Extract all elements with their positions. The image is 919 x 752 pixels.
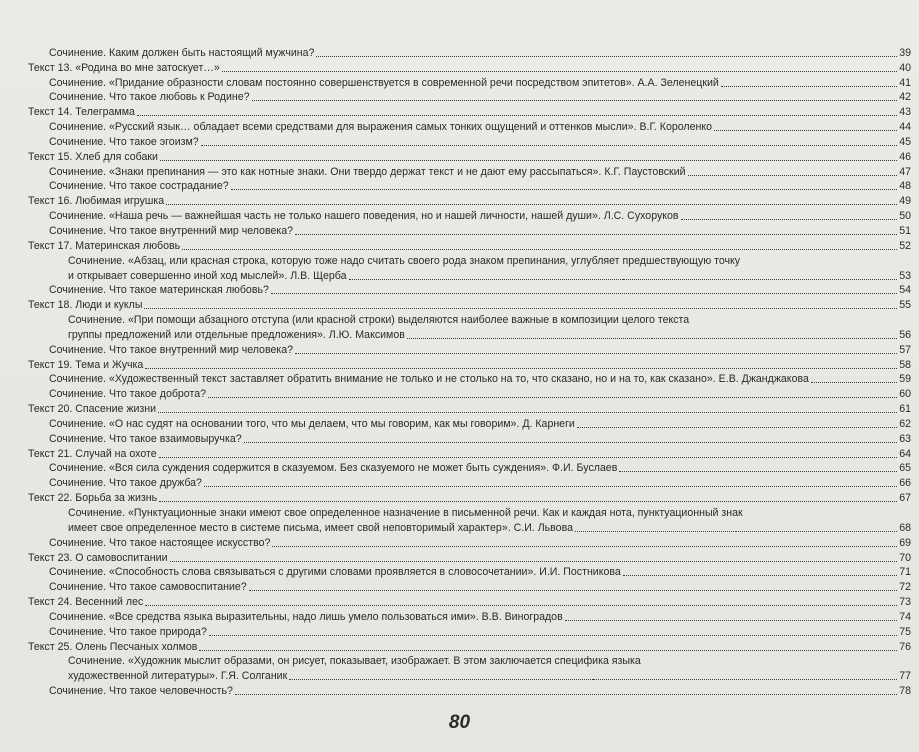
- toc-essay-entry: [0, 578, 919, 593]
- dot-leader: [166, 204, 897, 205]
- entry-page-number: 47: [899, 165, 911, 178]
- entry-title: Сочинение. «Русский язык… обладает всеми средствами для выражения самых тонких ощущений и оттенков мысли». В.Г. Короленко: [49, 121, 712, 134]
- entry-page-number: 73: [899, 596, 911, 609]
- toc-text-entry: [0, 489, 919, 504]
- toc-essay-entry: [0, 608, 919, 623]
- table-of-contents: [0, 44, 919, 697]
- toc-text-entry: [0, 356, 919, 371]
- toc-text-entry: [0, 148, 919, 163]
- toc-text-entry: [0, 400, 919, 415]
- dot-leader: [244, 442, 897, 443]
- dot-leader: [623, 575, 897, 576]
- toc-essay-entry: [0, 267, 919, 282]
- entry-title: Сочинение. Что такое настоящее искусство?: [49, 536, 271, 549]
- toc-text-entry: [0, 59, 919, 74]
- dot-leader: [714, 130, 897, 131]
- dot-leader: [145, 605, 897, 606]
- toc-essay-entry: [0, 564, 919, 579]
- toc-text-entry: [0, 593, 919, 608]
- dot-leader: [144, 308, 897, 309]
- entry-title: Сочинение. «Знаки препинания — это как нотные знаки. Они твердо держат текст и не дают ему рассыпаться». К.Г. Паустовский: [49, 165, 686, 178]
- toc-text-entry: [0, 296, 919, 311]
- entry-title: Сочинение. Что такое сострадание?: [49, 180, 229, 193]
- entry-page-number: 69: [899, 536, 911, 549]
- entry-page-number: 53: [899, 269, 911, 282]
- dot-leader: [271, 293, 897, 294]
- entry-page-number: 68: [899, 521, 911, 534]
- toc-essay-entry: [0, 474, 919, 489]
- entry-page-number: 71: [899, 566, 911, 579]
- dot-leader: [160, 160, 897, 161]
- toc-essay-entry: [0, 653, 919, 668]
- toc-essay-entry: [0, 44, 919, 59]
- entry-page-number: 57: [899, 343, 911, 356]
- toc-text-entry: [0, 549, 919, 564]
- entry-title: Сочинение. «При помощи абзацного отступа (или красной строки) выделяются наиболее важные в композиции целого текста: [68, 314, 690, 327]
- entry-title: Сочинение. Что такое материнская любовь?: [49, 284, 269, 297]
- entry-page-number: 66: [899, 477, 911, 490]
- dot-leader: [688, 175, 897, 176]
- entry-page-number: 77: [899, 670, 911, 683]
- toc-essay-entry: [0, 667, 919, 682]
- toc-essay-entry: [0, 534, 919, 549]
- entry-page-number: 63: [899, 432, 911, 445]
- entry-title: Сочинение. «О нас судят на основании того, что мы делаем, что мы говорим, как мы говорим». Д. Карнеги: [49, 417, 575, 430]
- dot-leader: [145, 368, 897, 369]
- dot-leader: [182, 249, 897, 250]
- entry-title: Сочинение. Что такое внутренний мир человека?: [49, 343, 293, 356]
- dot-leader: [565, 620, 897, 621]
- dot-leader: [249, 590, 897, 591]
- entry-title: Сочинение. «Все средства языка выразительны, надо лишь умело пользоваться ими». В.В. Виноградов: [49, 610, 563, 623]
- entry-title: Сочинение. Что такое человечность?: [49, 685, 233, 698]
- toc-essay-entry: [0, 460, 919, 475]
- toc-essay-entry: [0, 89, 919, 104]
- dot-leader: [349, 279, 623, 280]
- entry-page-number: 51: [899, 224, 911, 237]
- entry-page-number: 72: [899, 581, 911, 594]
- entry-title: имеет свое определенное место в системе письма, имеет свой неповторимый характер». С.И. Львова: [68, 521, 573, 534]
- toc-essay-entry: [0, 371, 919, 386]
- entry-title: Текст 15. Хлеб для собаки: [28, 150, 158, 163]
- entry-title: Сочинение. Что такое природа?: [49, 625, 207, 638]
- entry-title: Сочинение. Что такое самовоспитание?: [49, 581, 247, 594]
- entry-title: Сочинение. «Придание образности словам постоянно совершенствуется в современной речи посредством эпитетов». А.А. Зеленецкий: [49, 76, 719, 89]
- entry-page-number: 43: [899, 106, 911, 119]
- dot-leader: [721, 86, 897, 87]
- entry-page-number: 49: [899, 195, 911, 208]
- entry-page-number: 46: [899, 150, 911, 163]
- dot-leader: [201, 145, 897, 146]
- entry-title: Текст 18. Люди и куклы: [28, 299, 143, 312]
- entry-title: Текст 23. О самовоспитании: [28, 551, 168, 564]
- toc-text-entry: [0, 638, 919, 653]
- dot-leader: [209, 635, 897, 636]
- toc-essay-entry: [0, 207, 919, 222]
- entry-title: Текст 14. Телеграмма: [28, 106, 135, 119]
- entry-page-number: 70: [899, 551, 911, 564]
- dot-leader: [295, 234, 897, 235]
- entry-title: Текст 17. Материнская любовь: [28, 239, 181, 252]
- toc-text-entry: [0, 192, 919, 207]
- entry-page-number: 62: [899, 417, 911, 430]
- entry-page-number: 54: [899, 284, 911, 297]
- entry-title: художественной литературы». Г.Я. Солганик: [68, 670, 288, 683]
- toc-essay-entry: [0, 504, 919, 519]
- entry-title: Сочинение. «Вся сила суждения содержится в сказуемом. Без сказуемого не может быть суждения». Ф.И. Буслаев: [49, 462, 618, 475]
- dot-leader: [170, 561, 898, 562]
- entry-page-number: 65: [899, 462, 911, 475]
- entry-title: Текст 21. Случай на охоте: [28, 447, 157, 460]
- dot-leader: [222, 71, 897, 72]
- dot-leader: [272, 546, 897, 547]
- entry-title: Текст 22. Борьба за жизнь: [28, 492, 158, 505]
- dot-leader: [208, 397, 897, 398]
- entry-title: Сочинение. Что такое дружба?: [49, 477, 202, 490]
- dot-leader: [407, 338, 652, 339]
- dot-leader: [199, 650, 897, 651]
- entry-page-number: 75: [899, 625, 911, 638]
- page-number: 80: [448, 712, 471, 733]
- entry-title: Текст 20. Спасение жизни: [28, 403, 156, 416]
- toc-essay-entry: [0, 311, 919, 326]
- dot-leader: [137, 115, 897, 116]
- entry-page-number: 61: [899, 403, 911, 416]
- toc-text-entry: [0, 237, 919, 252]
- dot-leader: [575, 531, 736, 532]
- toc-essay-entry: [0, 326, 919, 341]
- entry-title: и открывает совершенно иной ход мыслей». Л.В. Щерба: [68, 269, 347, 282]
- toc-essay-entry: [0, 222, 919, 237]
- dot-leader: [295, 353, 897, 354]
- toc-essay-entry: [0, 519, 919, 534]
- entry-page-number: 59: [899, 373, 911, 386]
- entry-page-number: 55: [899, 299, 911, 312]
- toc-essay-entry: [0, 252, 919, 267]
- dot-leader: [159, 501, 897, 502]
- dot-leader: [231, 189, 897, 190]
- dot-leader: [289, 679, 593, 680]
- dot-leader: [736, 531, 897, 532]
- toc-essay-entry: [0, 118, 919, 133]
- entry-title: Сочинение. Каким должен быть настоящий мужчина?: [49, 46, 315, 59]
- toc-essay-entry: [0, 341, 919, 356]
- dot-leader: [158, 412, 897, 413]
- toc-essay-entry: [0, 163, 919, 178]
- toc-essay-entry: [0, 133, 919, 148]
- toc-text-entry: [0, 103, 919, 118]
- entry-title: Сочинение. «Наша речь — важнейшая часть не только нашего поведения, но и нашей личности, нашей души». Л.С. Сухоруков: [49, 210, 679, 223]
- entry-page-number: 60: [899, 388, 911, 401]
- entry-title: Текст 25. Олень Песчаных холмов: [28, 640, 198, 653]
- entry-title: Сочинение. Что такое любовь к Родине?: [49, 91, 250, 104]
- entry-title: Сочинение. «Абзац, или красная строка, которую тоже надо считать своего рода знаком препинания, углубляет предшествующую точку: [68, 254, 741, 267]
- entry-page-number: 76: [899, 640, 911, 653]
- toc-essay-entry: [0, 178, 919, 193]
- entry-title: Сочинение. «Пунктуационные знаки имеют свое определенное назначение в письменной речи. Как и каждая нота, пунктуационный знак: [68, 507, 743, 519]
- entry-page-number: 64: [899, 447, 911, 460]
- entry-page-number: 52: [899, 239, 911, 252]
- entry-title: Сочинение. «Художник мыслит образами, он рисует, показывает, изображает. В этом заключается специфика языка: [68, 655, 641, 668]
- entry-title: группы предложений или отдельные предложения». Л.Ю. Максимов: [68, 328, 405, 341]
- dot-leader: [593, 679, 897, 680]
- entry-title: Сочинение. «Способность слова связываться с другими словами проявляется в словосочетании». И.И. Постникова: [49, 566, 621, 579]
- toc-essay-entry: [0, 682, 919, 697]
- toc-essay-entry: [0, 415, 919, 430]
- entry-title: Текст 13. «Родина во мне затоскует…»: [28, 61, 220, 74]
- dot-leader: [623, 279, 897, 280]
- dot-leader: [577, 427, 897, 428]
- dot-leader: [235, 694, 897, 695]
- entry-page-number: 42: [899, 91, 911, 104]
- entry-title: Сочинение. Что такое внутренний мир человека?: [49, 224, 293, 237]
- entry-page-number: 40: [899, 61, 911, 74]
- entry-title: Текст 19. Тема и Жучка: [28, 358, 144, 371]
- toc-essay-entry: [0, 623, 919, 638]
- toc-essay-entry: [0, 385, 919, 400]
- entry-page-number: 44: [899, 121, 911, 134]
- dot-leader: [811, 382, 897, 383]
- dot-leader: [316, 56, 897, 57]
- entry-title: Сочинение. Что такое эгоизм?: [49, 135, 199, 148]
- entry-page-number: 56: [899, 328, 911, 341]
- entry-page-number: 78: [899, 685, 911, 698]
- dot-leader: [619, 471, 897, 472]
- dot-leader: [159, 457, 897, 458]
- entry-page-number: 50: [899, 210, 911, 223]
- toc-essay-entry: [0, 74, 919, 89]
- entry-page-number: 45: [899, 135, 911, 148]
- dot-leader: [652, 338, 897, 339]
- dot-leader: [681, 219, 897, 220]
- toc-essay-entry: [0, 282, 919, 297]
- entry-title: Текст 16. Любимая игрушка: [28, 195, 165, 208]
- entry-page-number: 58: [899, 358, 911, 371]
- dot-leader: [252, 100, 897, 101]
- entry-page-number: 74: [899, 610, 911, 623]
- entry-title: Сочинение. Что такое доброта?: [49, 388, 206, 401]
- entry-page-number: 48: [899, 180, 911, 193]
- entry-page-number: 67: [899, 492, 911, 505]
- entry-page-number: 39: [899, 46, 911, 59]
- entry-title: Сочинение. Что такое взаимовыручка?: [49, 432, 242, 445]
- toc-text-entry: [0, 445, 919, 460]
- toc-essay-entry: [0, 430, 919, 445]
- entry-page-number: 41: [899, 76, 911, 89]
- entry-title: Текст 24. Весенний лес: [28, 596, 144, 609]
- dot-leader: [204, 486, 897, 487]
- entry-title: Сочинение. «Художественный текст заставляет обратить внимание не только и не столько на то, что сказано, но и на то, как сказано». Е.В. Джанджакова: [49, 373, 809, 386]
